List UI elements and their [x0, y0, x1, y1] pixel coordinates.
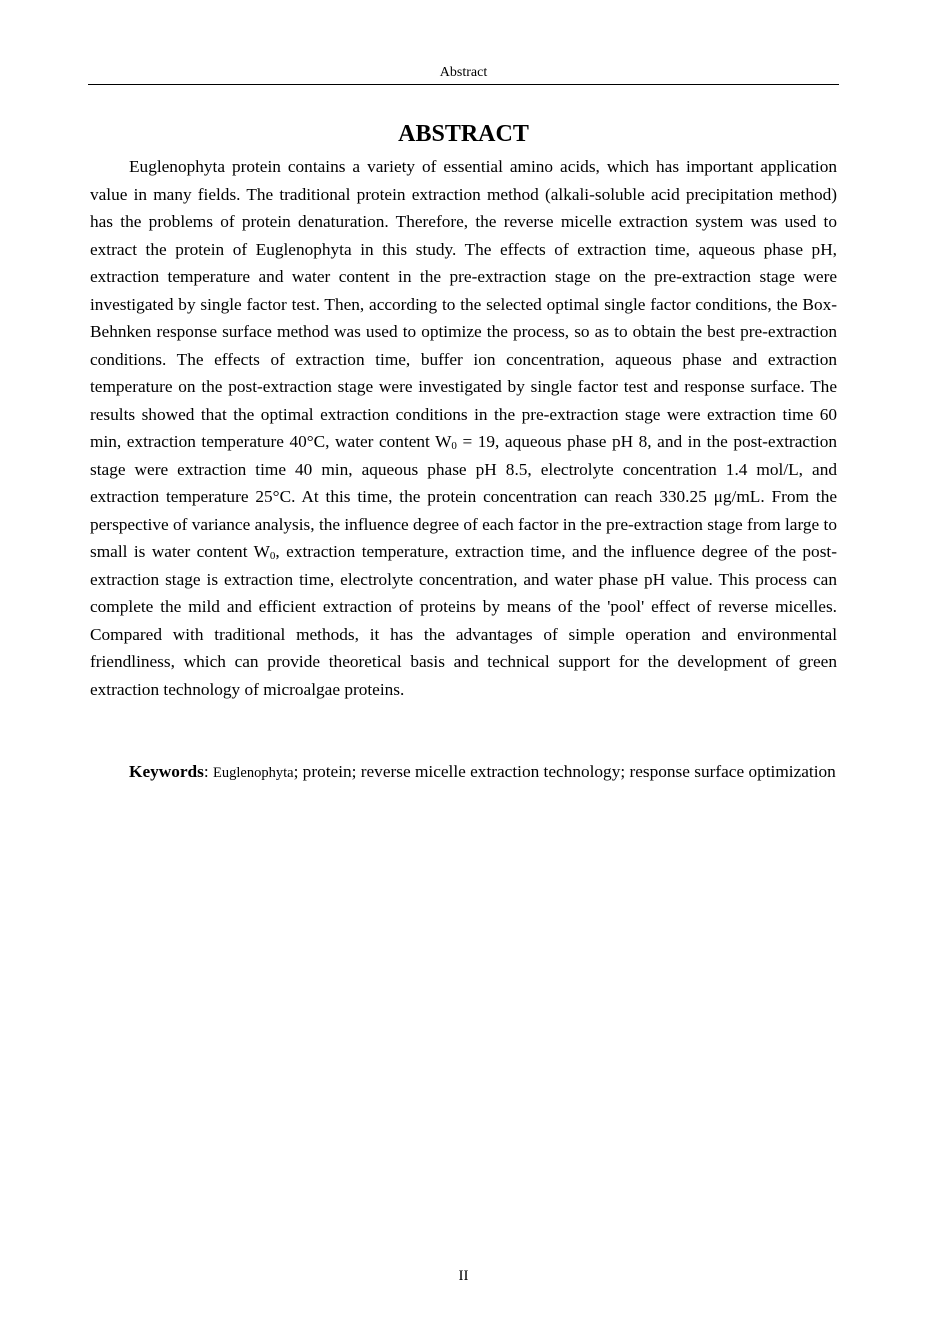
abstract-text-part-2: = 19, aqueous phase pH 8, and in the post-extraction stage were extraction time 40 min, aqueous phase pH 8.5, electrolyte concentration 1.4 mol/L, and extraction temperature 25°C. At this time, the protein concentration can reach 330.25 μg/mL. From the perspective of variance analysis, the influence degree of each factor in the pre-extraction stage from large to small is water content W	[90, 432, 837, 561]
keywords-colon: :	[203, 762, 214, 781]
running-header: Abstract	[439, 65, 488, 80]
abstract-text-part-3: , extraction temperature, extraction time, and the influence degree of the post-extraction stage is extraction time, electrolyte concentration, and water phase pH value. This process can complete the mild and efficient extraction of proteins by means of the 'pool' effect of reverse micelles. Compared with traditional methods, it has the advantages of simple operation and environmental friendliness, which can provide theoretical basis and technical support for the development of green extraction technology of microalgae proteins.	[90, 542, 837, 699]
header-rule	[88, 84, 839, 85]
keywords-label: Keywords	[129, 762, 204, 781]
keywords-list: ; protein; reverse micelle extraction technology; response surface optimization	[293, 762, 836, 781]
keywords-paragraph	[90, 758, 837, 787]
page-title: ABSTRACT	[398, 121, 529, 147]
subscript-zero: 0	[451, 440, 457, 452]
abstract-paragraph	[90, 153, 837, 703]
page-number: II	[458, 1268, 469, 1284]
abstract-text-part-1: Euglenophyta protein contains a variety of essential amino acids, which has important application value in many fields. The traditional protein extraction method (alkali-soluble acid precipitation method) has the problems of protein denaturation. Therefore, the reverse micelle extraction system was used to extract the protein of Euglenophyta in this study. The effects of extraction time, aqueous phase pH, extraction temperature and water content in the pre-extraction stage on the pre-extraction stage were investigated by single factor test. Then, according to the selected optimal single factor conditions, the Box-Behnken response surface method was used to optimize the process, so as to obtain the best pre-extraction conditions. The effects of extraction time, buffer ion concentration, aqueous phase and extraction temperature on the post-extraction stage were investigated by single factor test and response surface. The results showed that the optimal extraction conditions in the pre-extraction stage were extraction time 60 min, extraction temperature 40°C, water content W	[90, 157, 837, 451]
keyword-euglenophyta: Euglenophyta	[213, 765, 294, 781]
subscript-zero: 0	[269, 550, 276, 562]
